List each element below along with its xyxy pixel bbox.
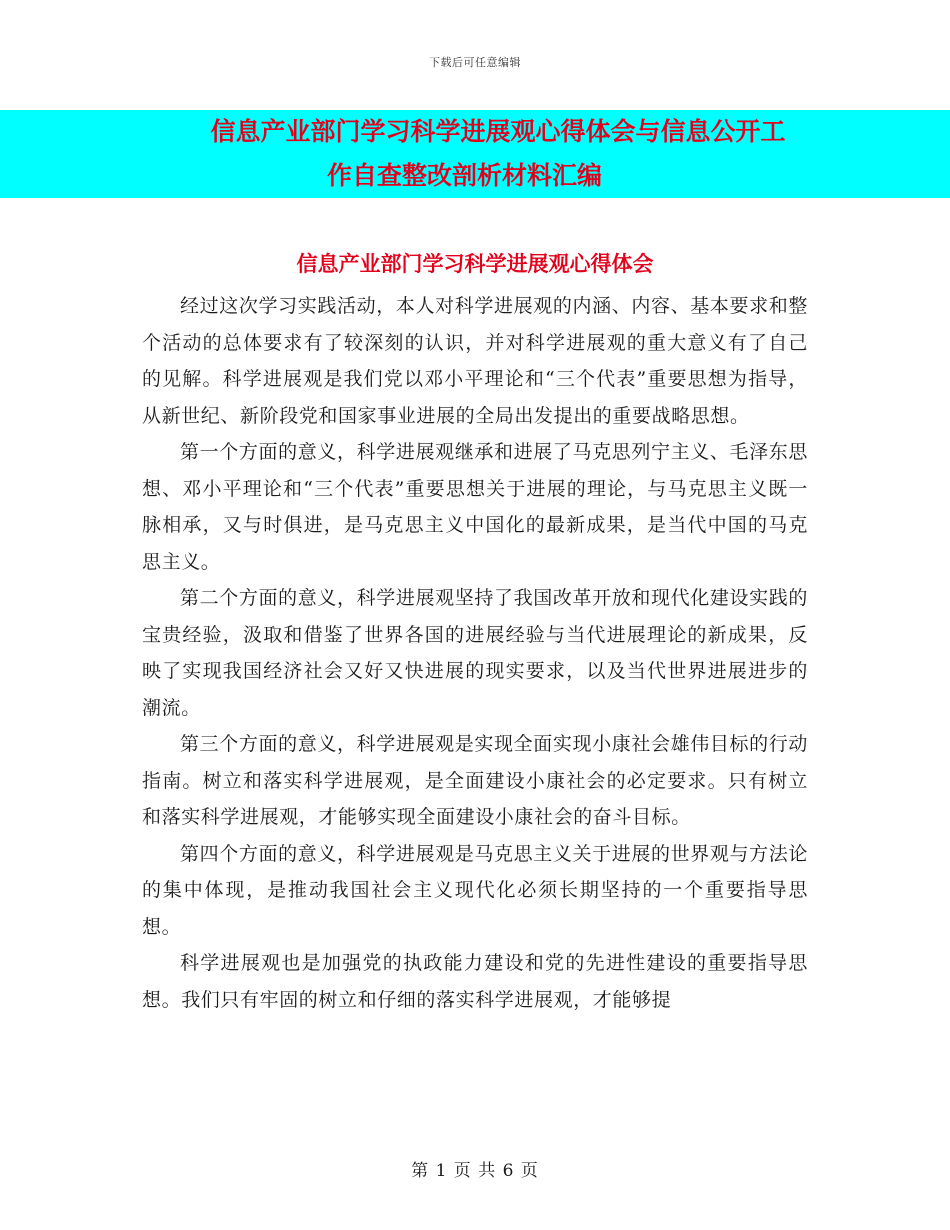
paragraph: 科学进展观也是加强党的执政能力建设和党的先进性建设的重要指导思想。我们只有牢固的树立和仔细的落实科学进展观，才能够提 — [142, 952, 808, 1011]
title-line-1 — [0, 110, 950, 154]
paragraph: 第四个方面的意义，科学进展观是马克思主义关于进展的世界观与方法论的集中体现，是推动我国社会主义现代化必须长期坚持的一个重要指导思想。 — [142, 842, 808, 938]
paragraph: 经过这次学习实践活动，本人对科学进展观的内涵、内容、基本要求和整个活动的总体要求有了较深刻的认识，并对科学进展观的重大意义有了自己的见解。科学进展观是我们党以邓小平理论和“三个代表”重要思想为指导，从新世纪、新阶段党和国家事业进展的全局出发提出的重要战略思想。 — [142, 295, 808, 427]
page-number-footer: 第 1 页 共 6 页 — [411, 1161, 539, 1181]
title-line-2-text: 作自查整改剖析材料汇编 — [327, 161, 603, 190]
body-text — [142, 288, 808, 1018]
paragraph: 第二个方面的意义，科学进展观坚持了我国改革开放和现代化建设实践的宝贵经验，汲取和借鉴了世界各国的进展经验与当代进展理论的新成果，反映了实现我国经济社会又好又快进展的现实要求，以及当代世界进展进步的潮流。 — [142, 587, 808, 719]
document-title — [0, 110, 950, 198]
paragraph: 第一个方面的意义，科学进展观继承和进展了马克思列宁主义、毛泽东思想、邓小平理论和“三个代表”重要思想关于进展的理论，与马克思主义既一脉相承，又与时俱进，是马克思主义中国化的最新成果，是当代中国的马克思主义。 — [142, 441, 808, 573]
title-line-1-text: 信息产业部门学习科学进展观心得体会与信息公开工 — [210, 117, 786, 146]
header-note: 下载后可任意编辑 — [429, 56, 521, 69]
title-line-2 — [0, 154, 950, 198]
section-title: 信息产业部门学习科学进展观心得体会 — [296, 251, 654, 276]
paragraph: 第三个方面的意义，科学进展观是实现全面实现小康社会雄伟目标的行动指南。树立和落实科学进展观，是全面建设小康社会的必定要求。只有树立和落实科学进展观，才能够实现全面建设小康社会的奋斗目标。 — [142, 733, 808, 828]
